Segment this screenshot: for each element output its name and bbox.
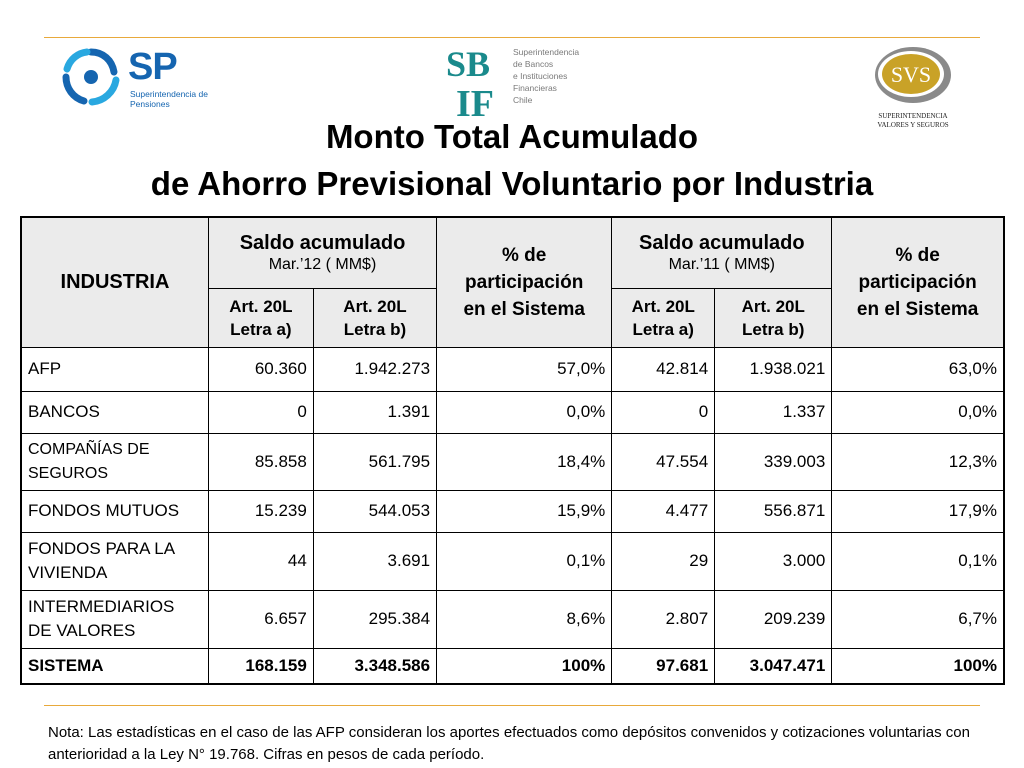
sbif-mark-icon <box>446 44 506 118</box>
cell-p11: 0,1% <box>832 532 1004 590</box>
cell-p12: 18,4% <box>437 433 612 490</box>
cell-b11: 556.871 <box>715 490 832 532</box>
cell-a11: 0 <box>612 391 715 433</box>
cell-p11: 0,0% <box>832 391 1004 433</box>
header-art-a-2012: Art. 20L Letra a) <box>208 288 313 347</box>
cell-b11: 1.337 <box>715 391 832 433</box>
top-divider <box>44 37 980 38</box>
cell-a12: 6.657 <box>208 590 313 648</box>
cell-b12: 544.053 <box>313 490 436 532</box>
cell-a11: 29 <box>612 532 715 590</box>
row-industry: AFP <box>21 347 208 391</box>
cell-b11: 339.003 <box>715 433 832 490</box>
header-industry: INDUSTRIA <box>21 217 208 347</box>
bottom-divider <box>44 705 980 706</box>
table-row <box>21 490 1004 532</box>
table-row <box>21 433 1004 490</box>
sp-logo-mark: SP <box>128 46 177 88</box>
header-art-b-2012: Art. 20L Letra b) <box>313 288 436 347</box>
table-row <box>21 347 1004 391</box>
header-art-a-2011: Art. 20L Letra a) <box>612 288 715 347</box>
header-art-b-2011: Art. 20L Letra b) <box>715 288 832 347</box>
total-b12: 3.348.586 <box>313 648 436 684</box>
apv-industry-table <box>20 216 1005 685</box>
table-header-row <box>21 217 1004 288</box>
cell-b12: 295.384 <box>313 590 436 648</box>
footnote: Nota: Las estadísticas en el caso de las AFP consideran los aportes efectuados como depósitos convenidos y cotizaciones voluntarias con anterioridad a la Ley N° 19.768. Cifras en pesos de cada período. <box>48 724 970 763</box>
svs-logo-subtitle: SUPERINTENDENCIA VALORES Y SEGUROS <box>877 112 949 129</box>
cell-b11: 1.938.021 <box>715 347 832 391</box>
cell-a11: 2.807 <box>612 590 715 648</box>
svg-text:IF: IF <box>456 83 494 118</box>
cell-p11: 6,7% <box>832 590 1004 648</box>
cell-p12: 0,0% <box>437 391 612 433</box>
total-b11: 3.047.471 <box>715 648 832 684</box>
svs-emblem-icon <box>870 44 956 110</box>
cell-a12: 0 <box>208 391 313 433</box>
table-row <box>21 391 1004 433</box>
cell-a11: 47.554 <box>612 433 715 490</box>
sbif-logo-subtitle: Superintendencia de Bancos e Instituciones Financieras Chile <box>513 47 580 105</box>
cell-a11: 42.814 <box>612 347 715 391</box>
sp-logo-subtitle: Superintendencia de Pensiones <box>130 89 208 109</box>
cell-p11: 12,3% <box>832 433 1004 490</box>
cell-p12: 15,9% <box>437 490 612 532</box>
cell-p12: 8,6% <box>437 590 612 648</box>
cell-b12: 1.942.273 <box>313 347 436 391</box>
sp-logo <box>58 42 208 112</box>
sp-emblem-icon <box>58 44 124 110</box>
table-row <box>21 532 1004 590</box>
header-pct-2011: % de participación en el Sistema <box>832 217 1004 347</box>
cell-a12: 15.239 <box>208 490 313 532</box>
page-title-line-2: de Ahorro Previsional Voluntario por Industria <box>150 165 874 202</box>
row-industry: INTERMEDIARIOS DE VALORES <box>21 590 208 648</box>
cell-p11: 17,9% <box>832 490 1004 532</box>
table-row <box>21 590 1004 648</box>
total-a11: 97.681 <box>612 648 715 684</box>
header-pct-2012: % de participación en el Sistema <box>437 217 612 347</box>
cell-p12: 57,0% <box>437 347 612 391</box>
cell-p11: 63,0% <box>832 347 1004 391</box>
row-industry: FONDOS MUTUOS <box>21 490 208 532</box>
cell-a12: 60.360 <box>208 347 313 391</box>
cell-b12: 1.391 <box>313 391 436 433</box>
cell-a11: 4.477 <box>612 490 715 532</box>
cell-b11: 3.000 <box>715 532 832 590</box>
svg-text:SB: SB <box>446 44 491 84</box>
cell-b11: 209.239 <box>715 590 832 648</box>
row-industry: BANCOS <box>21 391 208 433</box>
sbif-logo <box>446 44 586 118</box>
cell-b12: 561.795 <box>313 433 436 490</box>
cell-a12: 85.858 <box>208 433 313 490</box>
total-industry: SISTEMA <box>21 648 208 684</box>
row-industry: COMPAÑÍAS DE SEGUROS <box>21 433 208 490</box>
header-saldo-2012: Saldo acumulado Mar.’12 ( MM$) <box>208 217 436 288</box>
cell-b12: 3.691 <box>313 532 436 590</box>
table-total-row <box>21 648 1004 684</box>
svs-logo-mark: SVS <box>890 62 932 87</box>
cell-p12: 0,1% <box>437 532 612 590</box>
cell-a12: 44 <box>208 532 313 590</box>
total-p11: 100% <box>832 648 1004 684</box>
total-a12: 168.159 <box>208 648 313 684</box>
total-p12: 100% <box>437 648 612 684</box>
page-title-line-1: Monto Total Acumulado <box>325 118 699 155</box>
row-industry: FONDOS PARA LA VIVIENDA <box>21 532 208 590</box>
header-saldo-2011: Saldo acumulado Mar.’11 ( MM$) <box>612 217 832 288</box>
